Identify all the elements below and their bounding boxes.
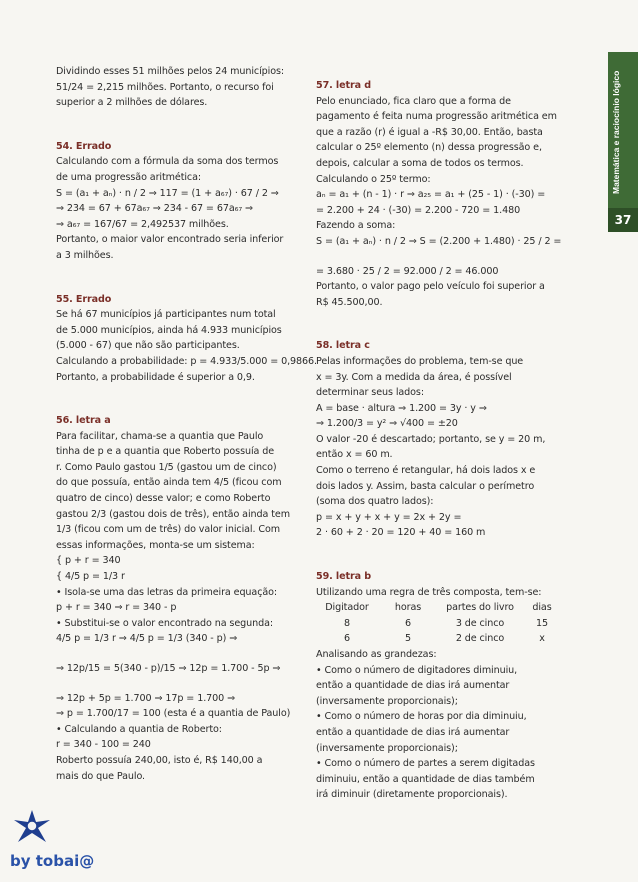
text-line: calcular o 25º elemento (n) dessa progressão e,	[316, 142, 542, 154]
text-line: irá diminuir (diretamente proporcionais).	[316, 789, 508, 801]
text-line: • Como o número de digitadores diminuiu,	[316, 664, 518, 676]
right-column	[316, 64, 562, 803]
text-line: O valor -20 é descartado; portanto, se y = 20 m,	[316, 433, 546, 445]
text-line: de uma progressão aritmética:	[56, 171, 202, 183]
table-cell: partes do livro	[446, 602, 514, 614]
text-line: gastou 2/3 (gastou dois de três), então ainda tem	[56, 508, 290, 520]
bird-logo-icon	[10, 806, 54, 850]
question-heading: 59. letra b	[316, 571, 372, 583]
spacer	[56, 647, 298, 661]
text-line: S = (a₁ + aₙ) · n / 2 ⇒ S = (2.200 + 1.480) · 25 / 2 =	[316, 235, 562, 247]
text-line: (5.000 - 67) que não são participantes.	[56, 340, 240, 352]
question-heading: 54. Errado	[56, 140, 112, 152]
text-line: Portanto, a probabilidade é superior a 0,9.	[56, 371, 255, 383]
page-number: 37	[608, 208, 638, 232]
table-cell: x	[539, 633, 545, 645]
text-line: • Isola-se uma das letras da primeira equação:	[56, 586, 278, 598]
text-line: S = (a₁ + aₙ) · n / 2 ⇒ 117 = (1 + a₆₇) · 67 / 2 ⇒	[56, 187, 279, 199]
text-line: 4/5 p = 1/3 r ⇒ 4/5 p = 1/3 (340 - p) ⇒	[56, 633, 238, 645]
text-line: r. Como Paulo gastou 1/5 (gastou um de cinco)	[56, 461, 277, 473]
table-cell: 8	[343, 617, 350, 629]
text-line: (inversamente proporcionais);	[316, 742, 458, 754]
table-cell: dias	[532, 602, 552, 614]
text-line: • Calculando a quantia de Roberto:	[56, 723, 222, 735]
text-line: pagamento é feita numa progressão aritmética em	[316, 111, 557, 123]
table-cell: 15	[535, 617, 548, 629]
text-line: Se há 67 municípios já participantes num total	[56, 309, 276, 321]
table-cell: 5	[404, 633, 411, 645]
text-line: = 3.680 · 25 / 2 = 92.000 / 2 = 46.000	[316, 265, 499, 277]
text-line: quatro de cinco) desse valor; e como Roberto	[56, 493, 271, 505]
text-line: Calculando a probabilidade: p = 4.933/5.000 = 0,9866.	[56, 355, 317, 367]
text-line: (inversamente proporcionais);	[316, 695, 458, 707]
spacer	[56, 111, 298, 125]
text-line: p + r = 340 ⇒ r = 340 - p	[56, 602, 177, 614]
question-heading: 56. letra a	[56, 415, 111, 427]
text-line: R$ 45.500,00.	[316, 296, 383, 308]
text-line: do que possuía, então ainda tem 4/5 (ficou com	[56, 477, 282, 489]
table-cell: 2 de cinco	[455, 633, 505, 645]
watermark-logo	[10, 806, 95, 876]
text-line: Como o terreno é retangular, há dois lados x e	[316, 465, 536, 477]
text-line: 2 · 60 + 2 · 20 = 120 + 40 = 160 m	[316, 527, 486, 539]
table-row	[316, 631, 562, 647]
text-line: Pelas informações do problema, tem-se que	[316, 355, 524, 367]
text-line: que a razão (r) é igual a -R$ 30,00. Então, basta	[316, 126, 543, 138]
table-row	[316, 616, 562, 632]
text-line: dois lados y. Assim, basta calcular o perímetro	[316, 480, 535, 492]
spacer	[56, 677, 298, 691]
text-line: Portanto, o valor pago pelo veículo foi superior a	[316, 281, 545, 293]
text-line: Utilizando uma regra de três composta, tem-se:	[316, 586, 542, 598]
chapter-title: Matemática e raciocínio lógico	[611, 70, 621, 194]
text-line: ⇒ 1.200/3 = y² ⇒ √400 = ±20	[316, 418, 458, 430]
logo-text: by tobai@	[10, 852, 95, 870]
left-column	[56, 64, 317, 784]
text-line: p = x + y + x + y = 2x + 2y =	[316, 511, 462, 523]
text-line: Dividindo esses 51 milhões pelos 24 municípios:	[56, 66, 285, 77]
text-line: Roberto possuía 240,00, isto é, R$ 140,00 a	[56, 754, 263, 766]
spacer	[316, 250, 562, 264]
text-line: x = 3y. Com a medida da área, é possível	[316, 371, 512, 383]
spacer	[316, 310, 562, 324]
text-line: ⇒ 12p/15 = 5(340 - p)/15 ⇒ 12p = 1.700 - 5p ⇒	[56, 663, 281, 674]
text-line: r = 340 - 100 = 240	[56, 739, 151, 751]
text-line: (soma dos quatro lados):	[316, 496, 434, 508]
text-line: ⇒ 234 = 67 + 67a₆₇ ⇒ 234 - 67 = 67a₆₇ ⇒	[56, 203, 253, 215]
text-line: aₙ = a₁ + (n - 1) · r ⇒ a₂₅ = a₁ + (25 - 1) · (-30) =	[316, 189, 546, 201]
chapter-tab	[608, 52, 638, 232]
text-line: Fazendo a soma:	[316, 220, 396, 232]
spacer	[56, 385, 298, 399]
spacer	[316, 541, 562, 555]
text-line: Para facilitar, chama-se a quantia que Paulo	[56, 430, 264, 442]
text-line: Portanto, o maior valor encontrado seria inferior	[56, 234, 284, 246]
text-line: ⇒ a₆₇ = 167/67 = 2,492537 milhões.	[56, 218, 229, 230]
text-line: 51/24 = 2,215 milhões. Portanto, o recurso foi	[56, 81, 274, 93]
text-line: Calculando com a fórmula da soma dos termos	[56, 156, 279, 168]
text-line: depois, calcular a soma de todos os termos.	[316, 157, 524, 169]
text-line: A = base · altura ⇒ 1.200 = 3y · y ⇒	[316, 402, 487, 414]
text-line: 1/3 (ficou com um de três) do valor inicial. Com	[56, 524, 280, 536]
text-line: Calculando o 25º termo:	[316, 173, 431, 185]
text-line: diminuiu, então a quantidade de dias também	[316, 773, 535, 785]
table-cell: 6	[343, 633, 350, 645]
text-line: • Como o número de partes a serem digitadas	[316, 758, 535, 770]
question-heading: 55. Errado	[56, 293, 112, 305]
text-line: essas informações, monta-se um sistema:	[56, 539, 255, 551]
text-line: ⇒ p = 1.700/17 = 100 (esta é a quantia de Paulo)	[56, 708, 291, 720]
text-line: = 2.200 + 24 · (-30) = 2.200 - 720 = 1.480	[316, 204, 521, 216]
text-line: então a quantidade de dias irá aumentar	[316, 726, 510, 738]
text-line: Analisando as grandezas:	[316, 649, 437, 660]
table-cell: Digitador	[325, 602, 369, 614]
text-line: determinar seus lados:	[316, 387, 424, 399]
question-heading: 57. letra d	[316, 80, 372, 91]
text-line: ⇒ 12p + 5p = 1.700 ⇒ 17p = 1.700 ⇒	[56, 692, 236, 704]
text-line: • Substitui-se o valor encontrado na segunda:	[56, 617, 273, 629]
text-line: então x = 60 m.	[316, 449, 393, 461]
text-line: a 3 milhões.	[56, 249, 114, 261]
text-line: de 5.000 municípios, ainda há 4.933 municípios	[56, 324, 282, 336]
text-line: superior a 2 milhões de dólares.	[56, 97, 208, 109]
text-line: Pelo enunciado, fica claro que a forma de	[316, 95, 511, 107]
table-header	[316, 600, 562, 616]
text-line: tinha de p e a quantia que Roberto possuía de	[56, 446, 275, 458]
table-cell: horas	[394, 602, 422, 614]
text-line: { p + r = 340	[56, 555, 121, 567]
table-cell: 6	[404, 617, 411, 629]
spacer	[56, 264, 298, 278]
text-line: { 4/5 p = 1/3 r	[56, 571, 125, 583]
table-cell: 3 de cinco	[455, 617, 505, 629]
text-line: • Como o número de horas por dia diminuiu,	[316, 711, 527, 723]
text-line: então a quantidade de dias irá aumentar	[316, 680, 510, 692]
text-line: mais do que Paulo.	[56, 770, 145, 782]
question-heading: 58. letra c	[316, 340, 370, 352]
